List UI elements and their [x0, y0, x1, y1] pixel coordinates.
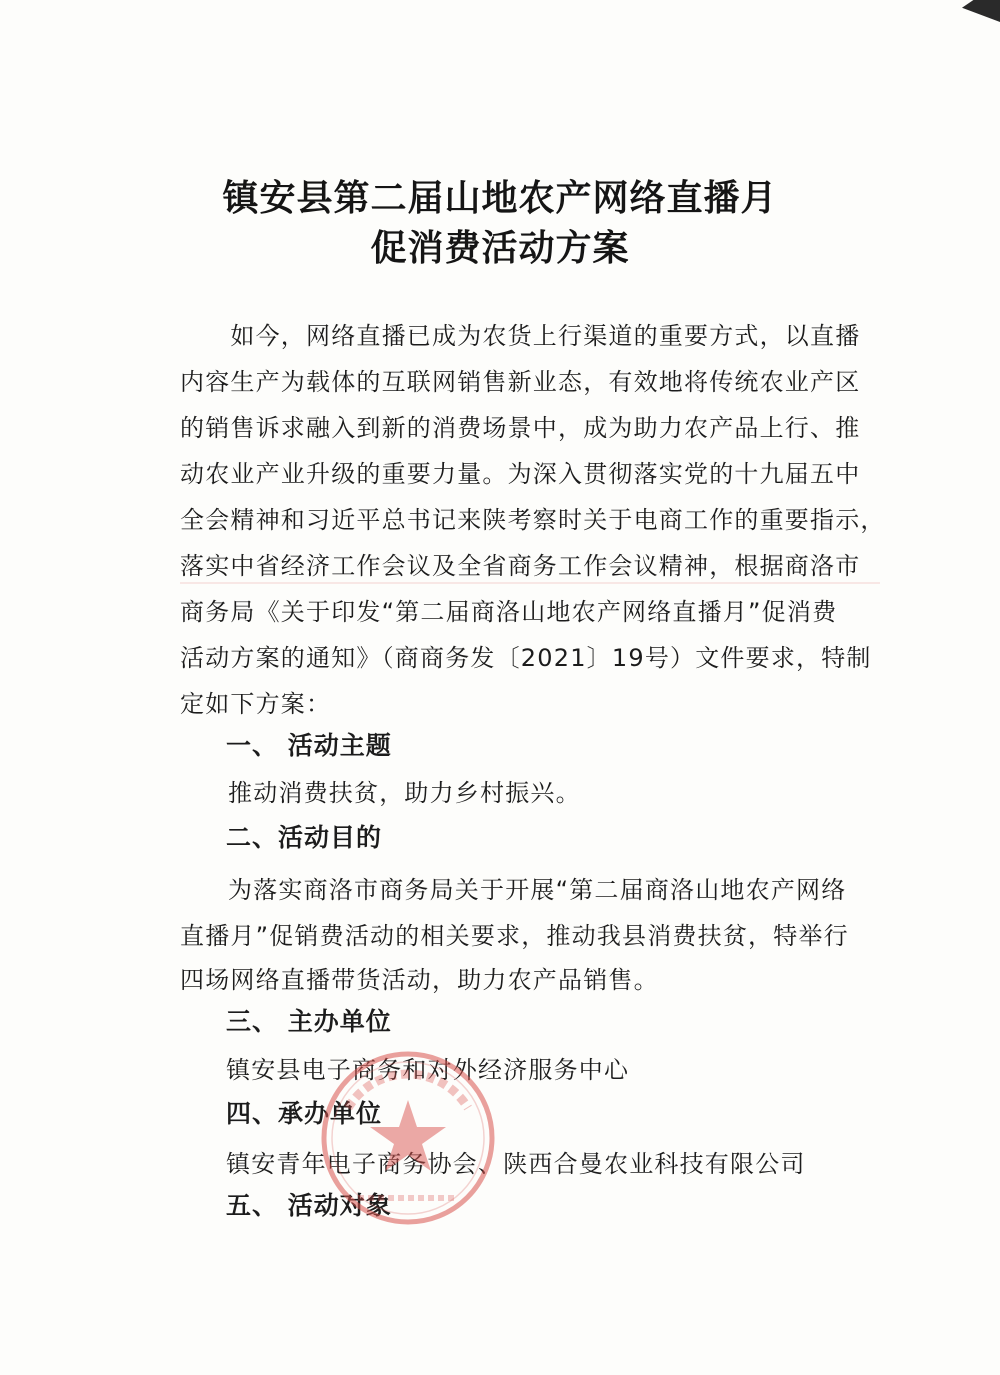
intro-line: 活动方案的通知》（商商务发〔2021〕19号）文件要求，特制 — [180, 644, 872, 672]
seal-star-icon — [370, 1100, 446, 1171]
section-body-line: 直播月”促销费活动的相关要求，推动我县消费扶贫，特举行 — [180, 922, 849, 950]
document-title-line-2: 促消费活动方案 — [370, 227, 630, 269]
intro-line: 如今，网络直播已成为农货上行渠道的重要方式，以直播 — [180, 322, 861, 350]
section-heading-audience: 五、 活动对象 — [226, 1191, 392, 1220]
intro-line: 落实中省经济工作会议及全省商务工作会议精神，根据商洛市 — [180, 552, 861, 580]
intro-line: 全会精神和习近平总书记来陕考察时关于电商工作的重要指示， — [180, 506, 886, 534]
document-title-line-1: 镇安县第二届山地农产网络直播月 — [222, 177, 778, 219]
section-heading-organizer: 三、 主办单位 — [226, 1007, 392, 1036]
section-body-line: 四场网络直播带货活动，助力农产品销售。 — [180, 966, 659, 994]
section-body-line: 镇安青年电子商务协会、陕西合曼农业科技有限公司 — [226, 1150, 806, 1178]
section-body-line: 镇安县电子商务和对外经济服务中心 — [226, 1056, 630, 1084]
intro-line: 定如下方案： — [180, 690, 332, 718]
intro-line: 商务局《关于印发“第二届商洛山地农产网络直播月”促消费 — [180, 598, 838, 626]
section-body-line: 为落实商洛市商务局关于开展“第二届商洛山地农产网络 — [228, 876, 847, 904]
intro-line: 动农业产业升级的重要力量。为深入贯彻落实党的十九届五中 — [180, 460, 861, 488]
section-heading-theme: 一、 活动主题 — [226, 731, 392, 760]
section-body-line: 推动消费扶贫，助力乡村振兴。 — [228, 779, 581, 807]
section-heading-purpose: 二、活动目的 — [226, 823, 383, 852]
scan-corner-mark — [962, 0, 1000, 22]
intro-line: 的销售诉求融入到新的消费场景中，成为助力农产品上行、推 — [180, 414, 861, 442]
official-seal — [318, 1048, 498, 1228]
section-heading-undertaker: 四、承办单位 — [226, 1099, 383, 1128]
intro-line: 内容生产为载体的互联网销售新业态，有效地将传统农业产区 — [180, 368, 861, 396]
